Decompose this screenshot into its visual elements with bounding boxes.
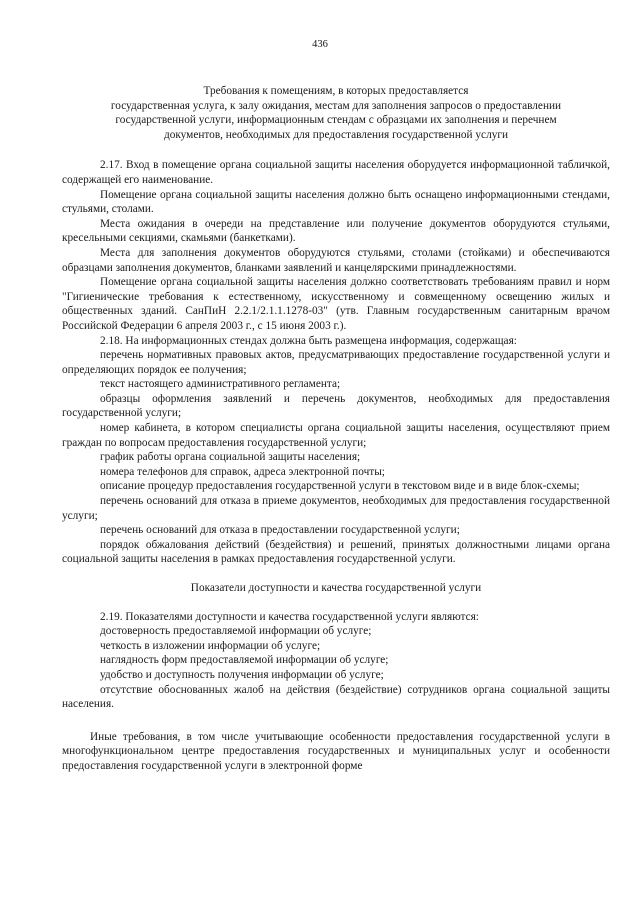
paragraph-2-18: 2.18. На информационных стендах должна быть размещена информация, содержащая: bbox=[100, 334, 517, 347]
list-item: наглядность форм предоставляемой информации об услуге; bbox=[100, 654, 389, 667]
list-item: образцы оформления заявлений и перечень документов, необходимых для предоставления государственной услуги; bbox=[62, 392, 610, 420]
paragraph-2-19: 2.19. Показателями доступности и качества государственной услуги являются: bbox=[100, 610, 479, 623]
list-item: номера телефонов для справок, адреса электронной почты; bbox=[100, 465, 385, 478]
heading-line: государственной услуги, информационным стендам с образцами их заполнения и перечнем bbox=[115, 114, 557, 127]
list-item: перечень оснований для отказа в приеме документов, необходимых для предоставления государственной услуги; bbox=[62, 495, 610, 522]
list-item: порядок обжалования действий (бездействия) и решений, принятых должностными лицами органа социальной защиты населения в рамках предоставления государственной услуги. bbox=[62, 538, 610, 566]
final-paragraph: Иные требования, в том числе учитывающие особенности предоставления государственной услуги в многофункциональном центре предоставления государственных и муниципальных услуг и особенности предоставления государственной услуги в электронной форме bbox=[62, 730, 610, 772]
paragraph-2-17: 2.17. Вход в помещение органа социальной защиты населения оборудуется информационной табличкой, содержащей его наименование. bbox=[62, 159, 610, 186]
list-item: удобство и доступность получения информации об услуге; bbox=[100, 668, 384, 681]
list-item: отсутствие обоснованных жалоб на действия (бездействие) сотрудников органа социальной защиты населения. bbox=[62, 683, 610, 711]
list-item: текст настоящего административного регламента; bbox=[100, 378, 341, 391]
list-item: график работы органа социальной защиты населения; bbox=[100, 451, 361, 464]
list-item: номер кабинета, в котором специалисты органа социальной защиты населения, осуществляют прием граждан по вопросам предоставления государственной услуги; bbox=[62, 422, 610, 449]
paragraph: Помещение органа социальной защиты населения должно быть оснащено информационными стендами, стульями, столами. bbox=[62, 188, 610, 216]
paragraph: Места для заполнения документов оборудуются стульями, столами (стойками) и обеспечиваются образцами заполнения документов, бланками заявлений и канцелярскими принадлежностями. bbox=[62, 246, 610, 274]
list-item: перечень нормативных правовых актов, предусматривающих предоставление государственной услуги и определяющих порядок ее получения; bbox=[62, 349, 610, 376]
section-heading-2: Показатели доступности и качества государственной услуги bbox=[190, 582, 482, 594]
list-item: четкость в изложении информации об услуге; bbox=[100, 639, 321, 652]
heading-line: Требования к помещениям, в которых предоставляется bbox=[203, 85, 469, 97]
section-heading bbox=[62, 84, 610, 142]
document-body bbox=[62, 84, 610, 774]
page-number: 436 bbox=[312, 39, 328, 50]
list-item: достоверность предоставляемой информации об услуге; bbox=[100, 625, 372, 638]
paragraph: Места ожидания в очереди на представление или получение документов оборудуются стульями, кресельными секциями, скамьями (банкетками). bbox=[62, 217, 610, 245]
heading-line: документов, необходимых для предоставления государственной услуги bbox=[163, 128, 509, 141]
heading-line: государственная услуга, к залу ожидания, местам для заполнения запросов о предоставлении bbox=[110, 99, 562, 112]
list-item: описание процедур предоставления государственной услуги в текстовом виде и в виде блок-схемы; bbox=[100, 480, 580, 493]
paragraph: Помещение органа социальной защиты населения должно соответствовать требованиям правил и норм "Гигиенические требования к естественному, искусственному и совмещенному освещению жилых и общественных зданий. СанПиН 2.2.1/2.1.1.1278-03" (утв. Главным государственным санитарным врачом Российской Федерации 6 апреля 2003 г., с 15 июня 2003 г.). bbox=[62, 276, 610, 332]
list-item: перечень оснований для отказа в предоставлении государственной услуги; bbox=[100, 524, 460, 537]
